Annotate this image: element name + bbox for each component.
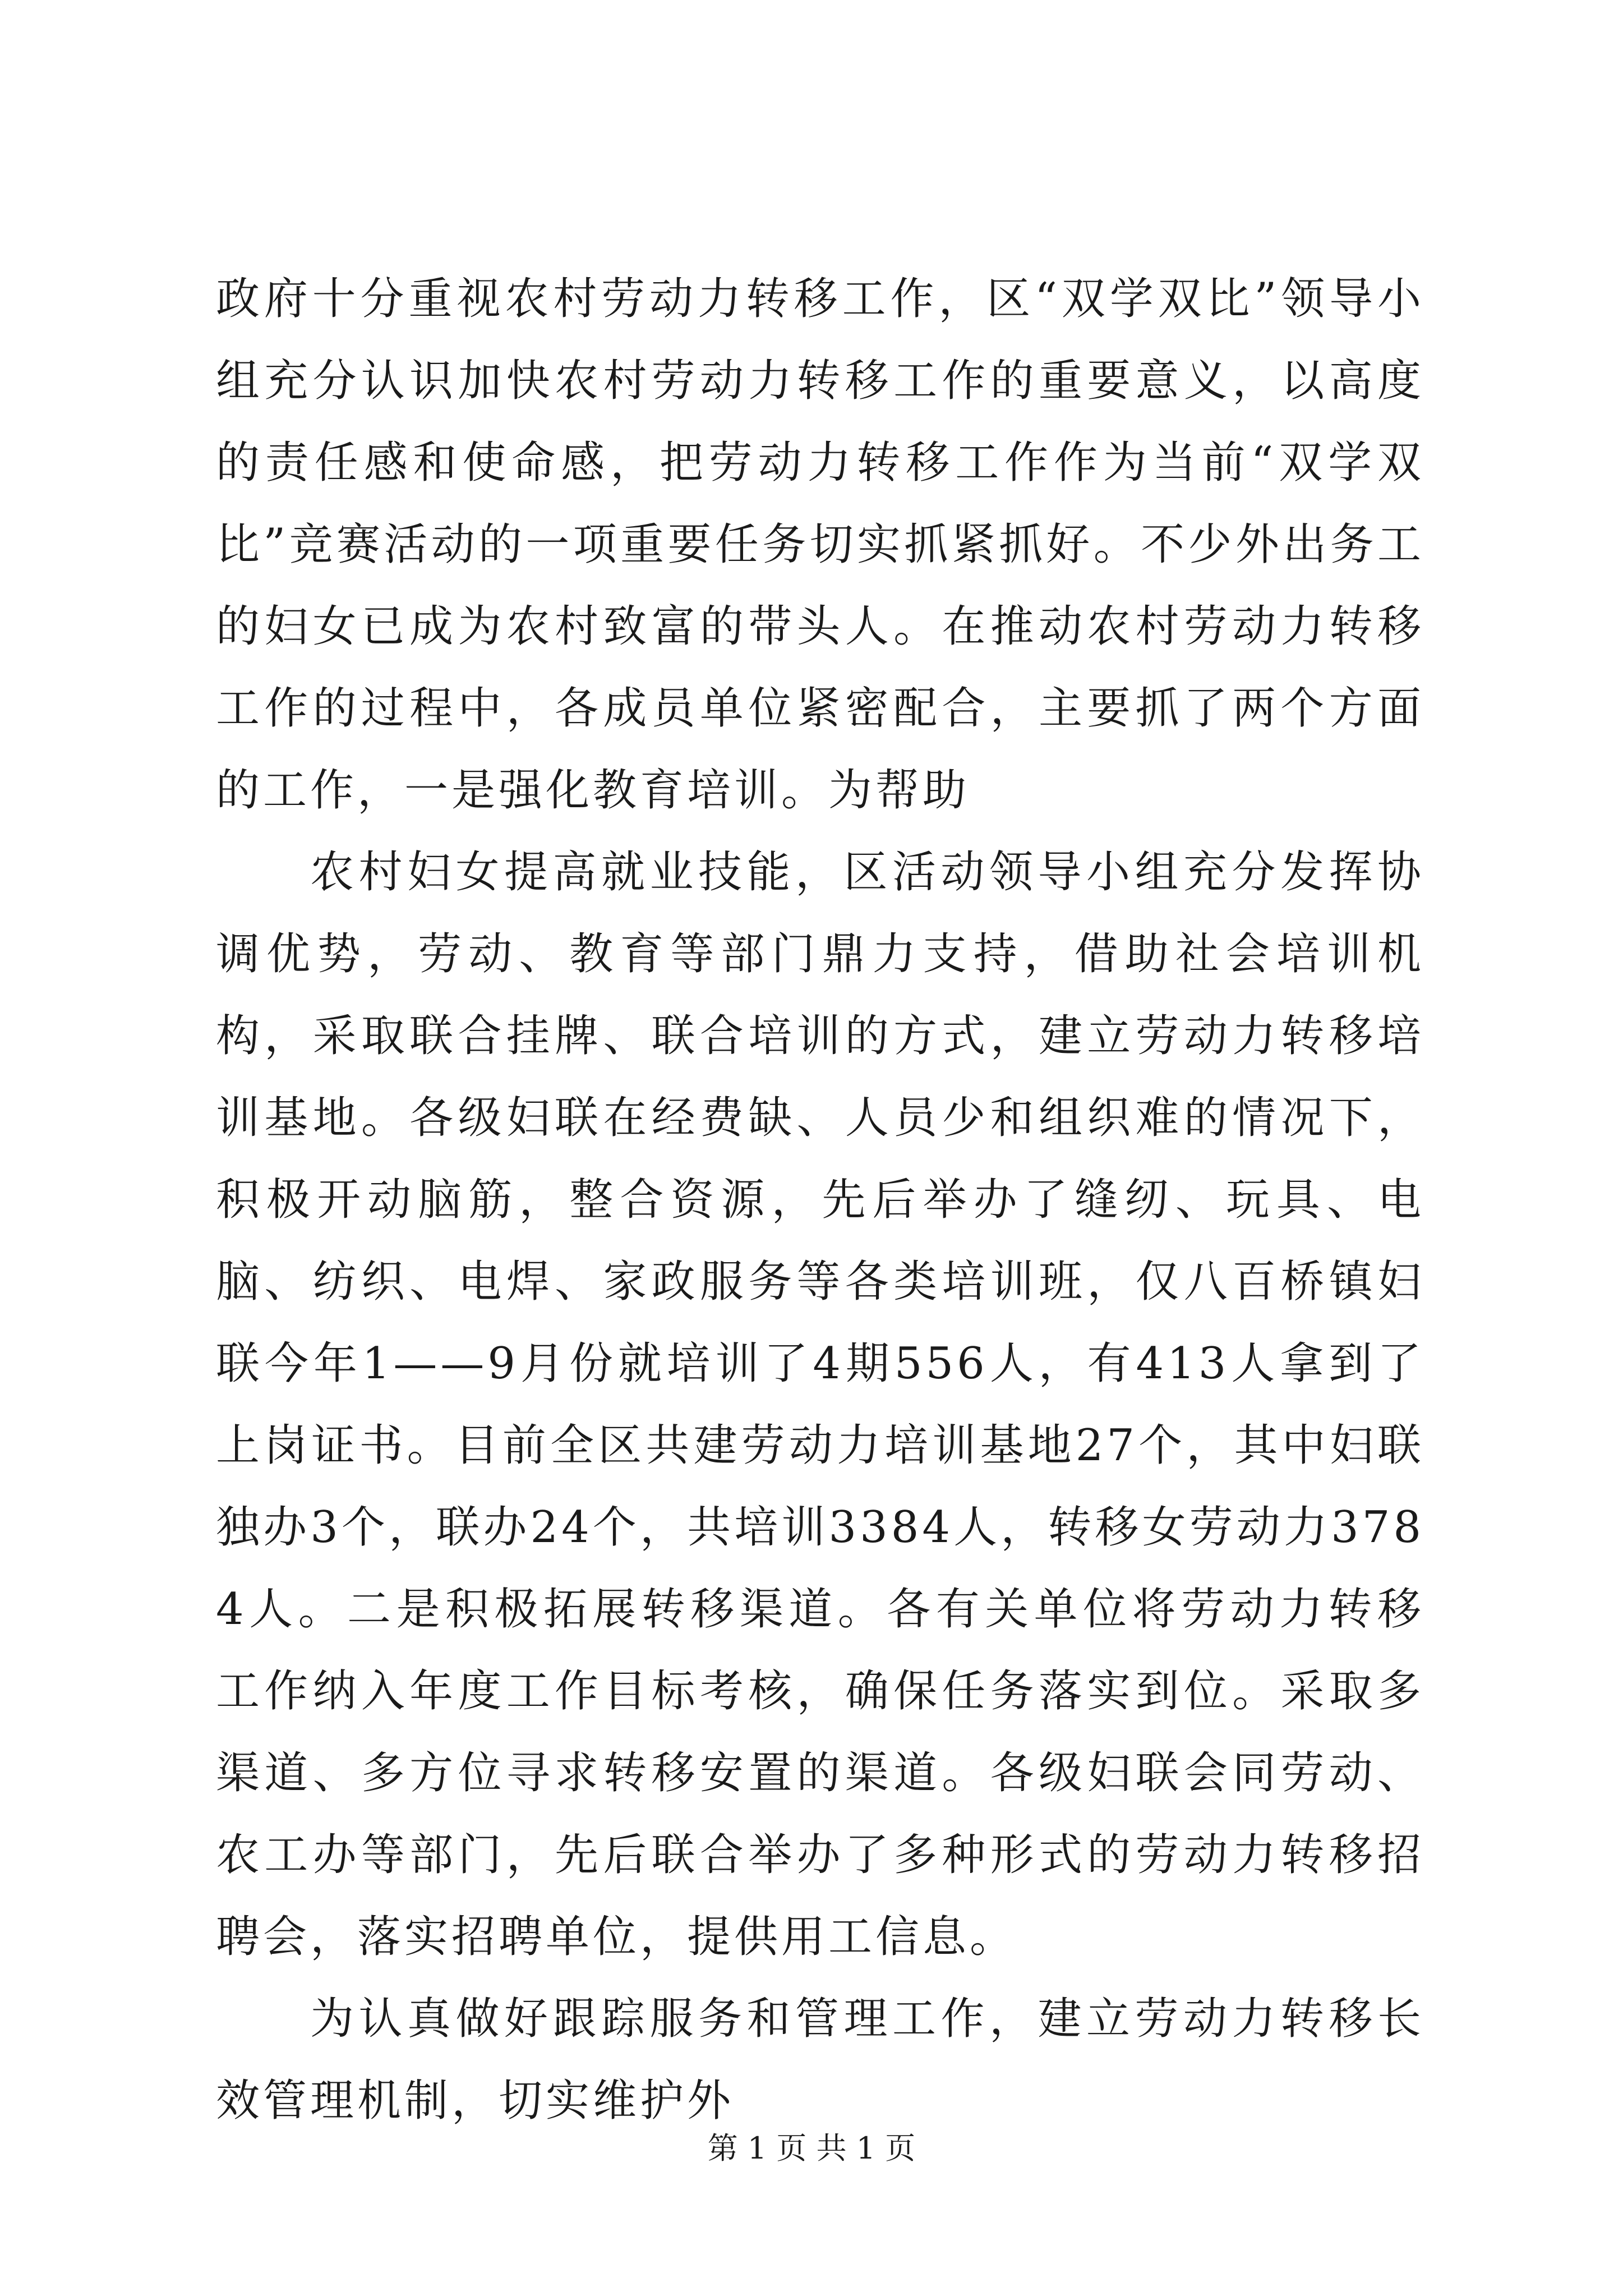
paragraph-1: 政府十分重视农村劳动力转移工作，区“双学双比”领导小组充分认识加快农村劳动力转移工作的重要意义，以高度的责任感和使命感，把劳动力转移工作作为当前“双学双比”竞赛活动的一项重要任务切实抓紧抓好。不少外出务工的妇女已成为农村致富的带头人。在推动农村劳动力转移工作的过程中，各成员单位紧密配合，主要抓了两个方面的工作，一是强化教育培训。为帮助 (216, 274, 1424, 816)
paragraph-2: 农村妇女提高就业技能，区活动领导小组充分发挥协调优势，劳动、教育等部门鼎力支持，借助社会培训机构，采取联合挂牌、联合培训的方式，建立劳动力转移培训基地。各级妇联在经费缺、人员少和组织难的情况下，积极开动脑筋，整合资源，先后举办了缝纫、玩具、电脑、纺织、电焊、家政服务等各类培训班，仅八百桥镇妇联今年1——9月份就培训了4期556人，有413人拿到了上岗证书。目前全区共建劳动力培训基地27个，其中妇联独办3个，联办24个，共培训3384人，转移女劳动力3784人。二是积极拓展转移渠道。各有关单位将劳动力转移工作纳入年度工作目标考核，确保任务落实到位。采取多渠道、多方位寻求转移安置的渠道。各级妇联会同劳动、农工办等部门，先后联合举办了多种形式的劳动力转移招聘会，落实招聘单位，提供用工信息。 (216, 847, 1424, 1962)
page-number-footer: 第 1 页 共 1 页 (707, 2131, 916, 2166)
paragraph-3: 为认真做好跟踪服务和管理工作，建立劳动力转移长效管理机制，切实维护外 (216, 1994, 1424, 2126)
document-body (216, 258, 1424, 2142)
